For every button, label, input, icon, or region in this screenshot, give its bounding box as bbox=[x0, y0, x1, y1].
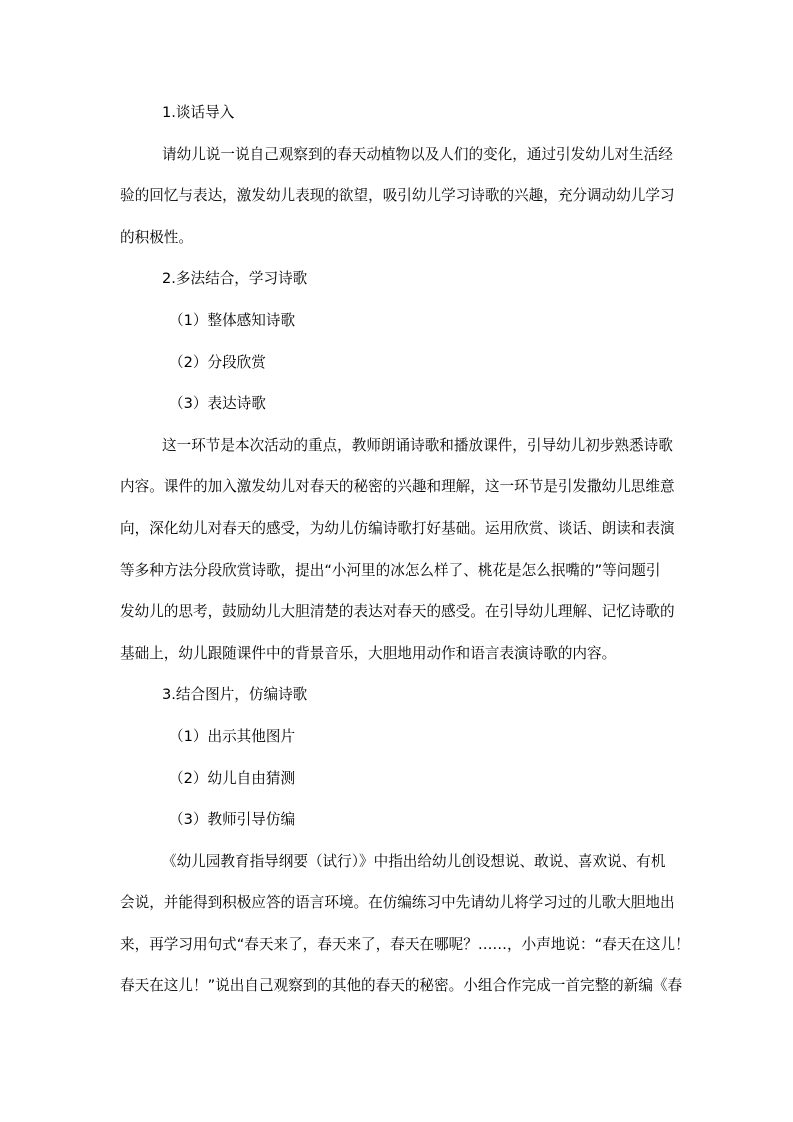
paragraph-line: 向，深化幼儿对春天的感受，为幼儿仿编诗歌打好基础。运用欣赏、谈话、朗读和表演 bbox=[120, 519, 675, 537]
paragraph-1 bbox=[120, 145, 674, 248]
document-body bbox=[120, 103, 690, 1018]
section-heading-1: 1.谈话导入 bbox=[162, 104, 235, 121]
paragraph-line: 来，再学习用句式“春天来了，春天来了，春天在哪呢？……，小声地说：“春天在这儿！ bbox=[120, 935, 690, 953]
paragraph-3 bbox=[120, 852, 690, 997]
paragraph-line: 春天在这儿！”说出自己观察到的其他的春天的秘密。小组合作完成一首完整的新编《春 bbox=[120, 977, 683, 995]
list-item: （2）分段欣赏 bbox=[169, 353, 266, 371]
list-item: （2）幼儿自由猜测 bbox=[169, 769, 296, 787]
paragraph-line: 的积极性。 bbox=[120, 228, 193, 246]
paragraph-line: 发幼儿的思考，鼓励幼儿大胆清楚的表达对春天的感受。在引导幼儿理解、记忆诗歌的 bbox=[120, 603, 675, 621]
paragraph-2 bbox=[120, 436, 674, 664]
list-item: （3）表达诗歌 bbox=[169, 395, 266, 413]
list-item: （3）教师引导仿编 bbox=[169, 811, 296, 829]
paragraph-line: 请幼儿说一说自己观察到的春天动植物以及人们的变化，通过引发幼儿对生活经 bbox=[162, 145, 673, 163]
list-item: （1）出示其他图片 bbox=[169, 727, 296, 745]
paragraph-line: 基础上，幼儿跟随课件中的背景音乐，大胆地用动作和语言表演诗歌的内容。 bbox=[120, 644, 617, 662]
paragraph-line: 会说，并能得到积极应答的语言环境。在仿编练习中先请幼儿将学习过的儿歌大胆地出 bbox=[120, 894, 675, 912]
paragraph-line: 内容。课件的加入激发幼儿对春天的秘密的兴趣和理解，这一环节是引发撒幼儿思维意 bbox=[120, 478, 675, 496]
paragraph-line: 验的回忆与表达，激发幼儿表现的欲望，吸引幼儿学习诗歌的兴趣，充分调动幼儿学习 bbox=[120, 187, 675, 205]
section-heading-3: 3.结合图片，仿编诗歌 bbox=[162, 686, 308, 704]
paragraph-line: 等多种方法分段欣赏诗歌，提出“小河里的冰怎么样了、桃花是怎么抿嘴的”等问题引 bbox=[120, 561, 661, 579]
paragraph-line: 《幼儿园教育指导纲要（试行）》中指出给幼儿创设想说、敢说、喜欢说、有机 bbox=[162, 852, 666, 870]
list-item: （1）整体感知诗歌 bbox=[169, 311, 296, 329]
paragraph-line: 这一环节是本次活动的重点，教师朗诵诗歌和播放课件，引导幼儿初步熟悉诗歌 bbox=[162, 436, 673, 454]
section-heading-2: 2.多法结合，学习诗歌 bbox=[162, 270, 308, 288]
